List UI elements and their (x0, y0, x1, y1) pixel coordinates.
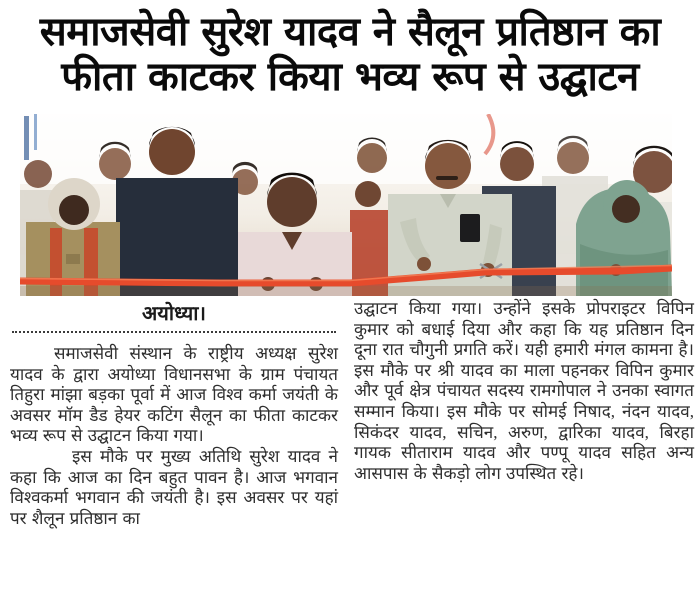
article-paragraph-3: उद्घाटन किया गया। उन्होंने इसके प्रोपराइटर विपिन कुमार को बधाई दिया और कहा कि यह प्रतिष्ठान दिन दूना रात चौगुनी प्रगति करें। यही हमारी मंगल कामना है। इस मौके पर श्री यादव का माला पहनकर विपिन कुमार और पूर्व क्षेत्र पंचायत सदस्य रामगोपाल ने उनका स्वागत सम्मान किया। इस मौके पर सोमई निषाद, नंदन यादव, सिकंदर यादव, सचिन, अरुण, द्वारिका यादव, बिरहा गायक सीताराम यादव और पण्पू यादव सहित अन्य आसपास के सैकड़ो लोग उपस्थित रहे। (354, 299, 694, 483)
news-photo (20, 114, 672, 296)
right-column (354, 299, 694, 529)
dateline: अयोध्या। (142, 301, 206, 325)
dotted-divider (12, 331, 336, 333)
headline-line-2: फीता काटकर किया भव्य रूप से उद्घाटन (61, 53, 639, 100)
article-paragraph-2: इस मौके पर मुख्य अतिथि सुरेश यादव ने कहा कि आज का दिन बहुत पावन है। आज भगवान विश्वकर्मा भगवान की जयंती है। इस अवसर पर यहां पर शैलून प्रतिष्ठान का (10, 446, 338, 528)
headline-line-1: समाजसेवी सुरेश यादव ने सैलून प्रतिष्ठान का (39, 9, 661, 55)
photo-bottom-shadow (20, 286, 672, 296)
article-body (10, 299, 694, 529)
article-paragraph-1: समाजसेवी संस्थान के राष्ट्रीय अध्यक्ष सुरेश यादव के द्वारा अयोध्या विधानसभा के ग्राम पंचायत तिहुरा मांझा बड़का पूर्वा में आज विश्व कर्मा जयंती के अवसर मॉम डैड हेयर कटिंग सैलून का फीता काटकर भव्य रूप से उद्घाटन किया गया। (10, 344, 338, 446)
ribbon-cutting-photo-illustration (20, 114, 672, 296)
left-column (10, 299, 338, 529)
headline (0, 10, 700, 100)
